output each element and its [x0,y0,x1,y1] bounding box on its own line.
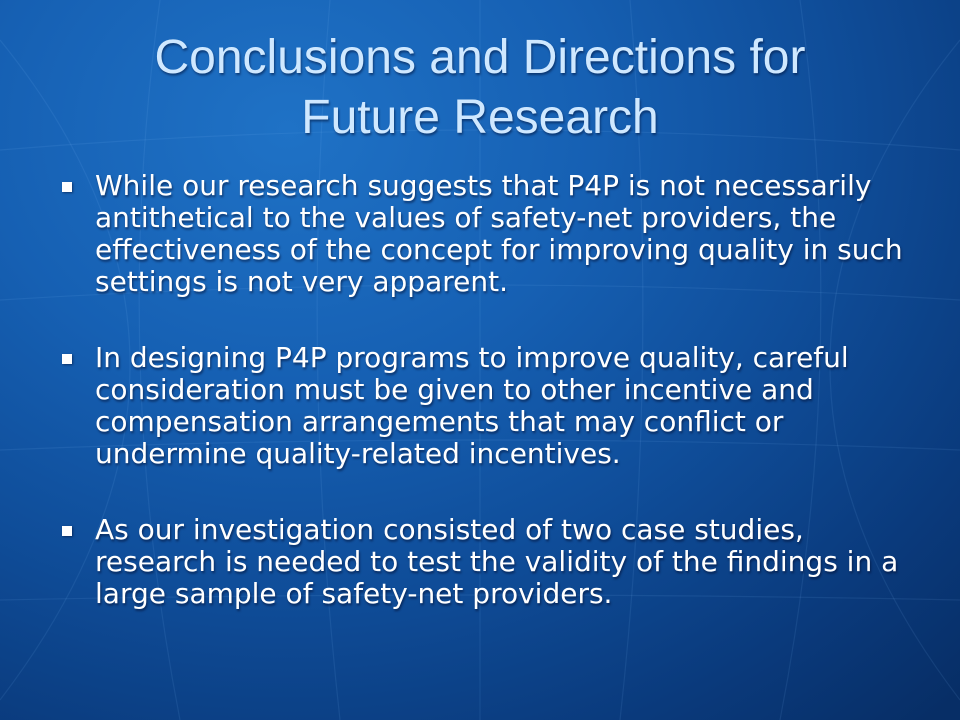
bullet-text: As our investigation consisted of two case studies, research is needed to test the validity of the findings in a large sample of safety-net providers. [95,513,899,610]
bullet-item [0,170,960,298]
square-bullet-icon [62,182,72,192]
title-line-2: Future Research [301,91,659,144]
square-bullet-icon [62,354,72,364]
bullet-list [0,170,960,654]
title-line-1: Conclusions and Directions for [154,31,806,84]
bullet-text: While our research suggests that P4P is not necessarily antithetical to the values of safety-net providers, the effectiveness of the concept for improving quality in such settings is not very apparent. [95,169,903,298]
bullet-item [0,342,960,470]
slide-title [60,28,900,148]
bullet-item [0,514,960,610]
bullet-text: In designing P4P programs to improve quality, careful consideration must be given to other incentive and compensation arrangements that may conflict or undermine quality-related incentives. [95,341,849,470]
square-bullet-icon [62,526,72,536]
